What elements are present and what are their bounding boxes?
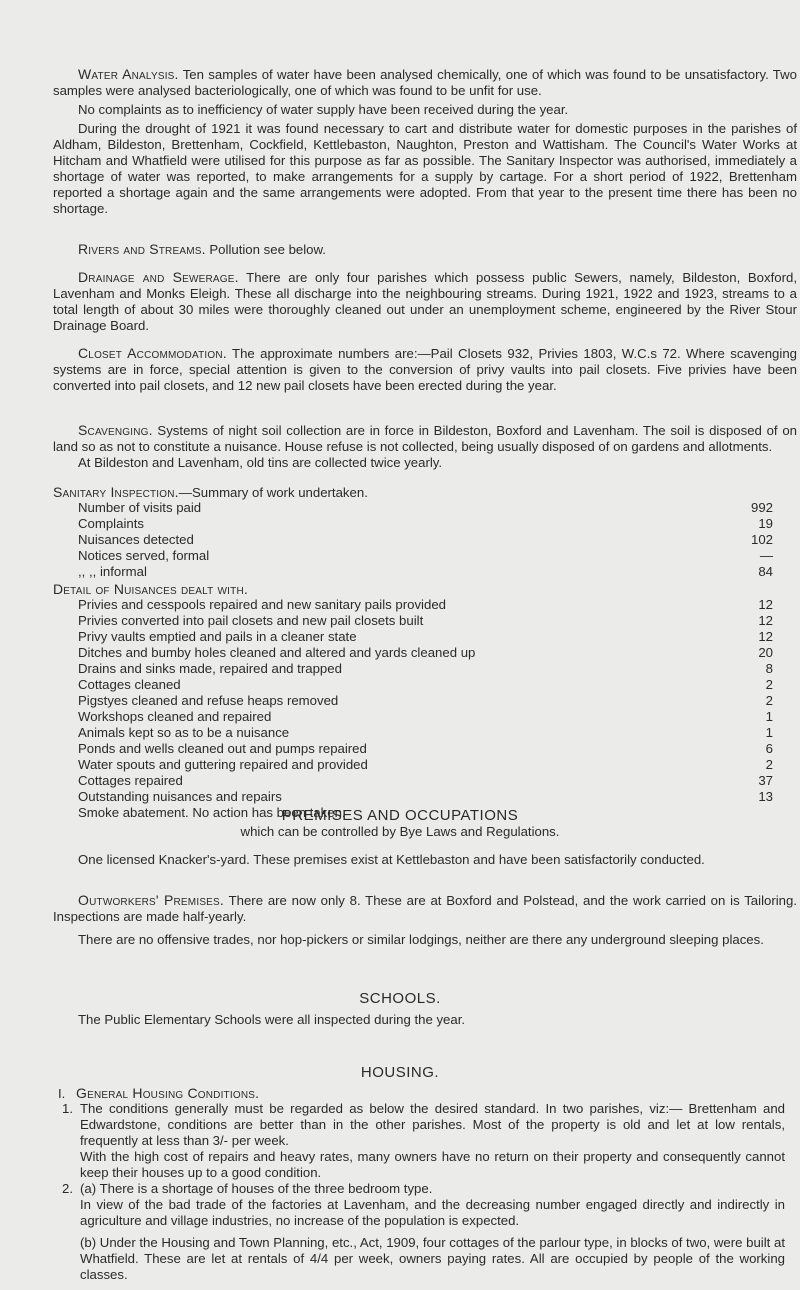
water-drought-paragraph: During the drought of 1921 it was found necessary to cart and distribute water for domestic purposes in the parishes of Aldham, Bildeston, Brettenham, Cockfield, Kettlebaston, Naughton, Preston and Wattisham. The Council's Water Works at Hitcham and Whatfield were utilised for this purpose as far as possible. The Sanitary Inspector was authorised, immediately a shortage of water was reported, to make arrangements for a supply by cartage. For a short period of 1922, Brettenham reported a shortage again and the same arrangements were adopted. From that year to the present time there has been no shortage.: [53, 121, 797, 216]
nuisance-row-label: Ponds and wells cleaned out and pumps repaired: [78, 741, 367, 756]
closet-text: The approximate numbers are:—Pail Closets 932, Privies 1803, W.C.s 72. Where scavenging systems are in force, special attention is given to the conversion of privy vaults into pail closets. Five privies have been converted into pail closets, and 12 new pail closets have been erected during the year.: [53, 346, 797, 393]
schools-title-block: [0, 990, 800, 1007]
housing-title-block: [0, 1064, 800, 1081]
drainage-heading: Drainage and Sewerage.: [78, 269, 239, 285]
housing-item2a-text: There is a shortage of houses of the three bedroom type.: [99, 1181, 433, 1196]
nuisance-row-label: Animals kept so as to be a nuisance: [78, 725, 290, 740]
inspection-row-value: —: [759, 548, 773, 563]
outworkers-heading: Outworkers' Premises.: [78, 892, 225, 908]
housing-item1: [80, 1101, 785, 1181]
nuisance-row-label: Privy vaults emptied and pails in a cleaner state: [78, 629, 357, 644]
nuisance-row-value: 2: [765, 677, 773, 692]
housing-item2a: (a) There is a shortage of houses of the three bedroom type. In view of the bad trade of the factories at Lavenham, and the decreasing number engaged directly and indirectly in agriculture and village industries, no increase of the population is expected.: [80, 1181, 785, 1228]
nuisance-row: [53, 773, 773, 789]
closet-heading: Closet Accommodation.: [78, 345, 227, 361]
nuisance-row: [53, 709, 773, 725]
premises-subtitle: which can be controlled by Bye Laws and Regulations.: [240, 824, 560, 839]
sanitary-inspection-heading: Sanitary Inspection.: [53, 484, 179, 500]
housing-title: HOUSING.: [360, 1064, 440, 1081]
inspection-row-value: 992: [750, 500, 773, 515]
nuisance-row: [53, 693, 773, 709]
inspection-row-label: ,, ,, informal: [78, 564, 147, 579]
inspection-row: [53, 532, 773, 548]
nuisances-table: [53, 581, 773, 821]
smoke-abatement-text: Smoke abatement. No action has been taken.: [78, 805, 346, 820]
sanitary-inspection-table: [53, 484, 773, 580]
nuisance-row-label: Ditches and bumby holes cleaned and altered and yards cleaned up: [78, 645, 476, 660]
housing-item1-repairs: With the high cost of repairs and heavy rates, many owners have no return on their property and consequently cannot keep their houses up to a good condition.: [80, 1149, 785, 1180]
water-analysis-heading: Water Analysis.: [78, 66, 179, 82]
housing-section-heading: I. General Housing Conditions.: [58, 1085, 260, 1101]
nuisance-row-value: 12: [758, 613, 773, 628]
nuisance-row: [53, 677, 773, 693]
scavenging-text: Systems of night soil collection are in force in Bildeston, Boxford and Lavenham. The soil is disposed of on land so as not to constitute a nuisance. House refuse is not collected, being usually disposed of on gardens and allotments.: [53, 423, 797, 454]
knackers-yard-paragraph: One licensed Knacker's-yard. These premises exist at Kettlebaston and have been satisfactorily conducted.: [78, 852, 705, 867]
nuisance-row-value: 1: [765, 709, 773, 724]
nuisance-row-value: 13: [758, 789, 773, 804]
offensive-trades-paragraph: There are no offensive trades, nor hop-pickers or similar lodgings, neither are there any underground sleeping places.: [78, 932, 764, 947]
nuisance-row-label: Pigstyes cleaned and refuse heaps removed: [78, 693, 339, 708]
inspection-row: [53, 564, 773, 580]
rivers-heading: Rivers and Streams.: [78, 241, 206, 257]
nuisance-row: [53, 741, 773, 757]
nuisance-row-value: 2: [765, 693, 773, 708]
inspection-row: [53, 500, 773, 516]
nuisance-row-value: 12: [758, 597, 773, 612]
nuisance-row: [53, 613, 773, 629]
inspection-row-value: 19: [758, 516, 773, 531]
scavenging-tins-text: At Bildeston and Lavenham, old tins are collected twice yearly.: [78, 455, 443, 470]
inspection-row-value: 102: [750, 532, 773, 547]
inspection-row-label: Number of visits paid: [78, 500, 202, 515]
housing-item1-number: 1.: [62, 1101, 73, 1116]
rivers-section: [53, 241, 797, 258]
inspection-row-label: Notices served, formal: [78, 548, 210, 563]
schools-title: SCHOOLS.: [359, 990, 441, 1007]
nuisance-row: [53, 645, 773, 661]
inspection-row-label: Nuisances detected: [78, 532, 194, 547]
inspection-row: [53, 548, 773, 564]
housing-item2-number: 2.: [62, 1181, 73, 1196]
rivers-text: Pollution see below.: [209, 242, 326, 257]
nuisance-row-value: 37: [758, 773, 773, 788]
schools-paragraph: The Public Elementary Schools were all inspected during the year.: [78, 1012, 466, 1027]
water-supply-complaints: No complaints as to inefficiency of water supply have been received during the year.: [78, 102, 569, 117]
nuisance-row-value: 20: [758, 645, 773, 660]
sanitary-inspection-subheading: —Summary of work undertaken.: [178, 485, 368, 500]
nuisance-row-label: Cottages repaired: [78, 773, 183, 788]
nuisance-row: [53, 757, 773, 773]
scavenging-section: [53, 422, 797, 471]
housing-item2b-text: Under the Housing and Town Planning, etc., Act, 1909, four cottages of the parlour type, in blocks of two, were built at Whatfield. These are let at rentals of 4/4 per week, owners paying rates. All are occupied by people of the working classes.: [80, 1235, 785, 1282]
nuisance-row-value: 8: [765, 661, 773, 676]
nuisance-row: [53, 789, 773, 805]
nuisance-row: [53, 629, 773, 645]
housing-item1-text: The conditions generally must be regarded as below the desired standard. In two parishes, viz:— Brettenham and Edwardstone, conditions are better than in the other parishes. Most of the property is old and let at low rentals, frequently at less than 3/- per week.: [80, 1101, 785, 1148]
nuisance-row: [53, 597, 773, 613]
nuisance-row-label: Privies converted into pail closets and new pail closets built: [78, 613, 424, 628]
inspection-row-label: Complaints: [78, 516, 144, 531]
nuisance-row-value: 1: [765, 725, 773, 740]
nuisance-row-label: Privies and cesspools repaired and new sanitary pails provided: [78, 597, 446, 612]
outworkers-text: There are now only 8. These are at Boxford and Polstead, and the work carried on is Tailoring. Inspections are made half-yearly.: [53, 893, 797, 924]
premises-title: PREMISES AND OCCUPATIONS: [281, 807, 519, 824]
premises-title-block: [0, 807, 800, 840]
inspection-row-value: 84: [758, 564, 773, 579]
nuisance-row-label: Outstanding nuisances and repairs: [78, 789, 282, 804]
nuisance-row-label: Water spouts and guttering repaired and provided: [78, 757, 368, 772]
nuisance-row-label: Workshops cleaned and repaired: [78, 709, 272, 724]
outworkers-section: [53, 892, 797, 925]
inspection-row: [53, 516, 773, 532]
scavenging-heading: Scavenging.: [78, 422, 153, 438]
nuisance-row: [53, 661, 773, 677]
nuisance-row-value: 2: [765, 757, 773, 772]
drainage-text: There are only four parishes which possess public Sewers, namely, Bildeston, Boxford, Lavenham and Monks Eleigh. These all discharge into the neighbouring streams. During 1921, 1922 and 1923, streams to a total length of about 30 miles were thoroughly cleaned out under an unemployment scheme, engineered by the River Stour Drainage Board.: [53, 270, 797, 333]
drainage-section: [53, 269, 797, 334]
nuisance-row-value: 6: [765, 741, 773, 756]
nuisances-heading: Detail of Nuisances dealt with.: [53, 581, 248, 597]
water-analysis-section: [53, 66, 797, 217]
nuisance-row-label: Cottages cleaned: [78, 677, 181, 692]
nuisance-row-label: Drains and sinks made, repaired and trapped: [78, 661, 342, 676]
water-analysis-text: Ten samples of water have been analysed chemically, one of which was found to be unsatisfactory. Two samples were analysed bacteriologically, one of which was found to be unfit for use.: [53, 67, 797, 98]
closet-section: [53, 345, 797, 394]
nuisance-row: [53, 725, 773, 741]
housing-item2a-population: In view of the bad trade of the factories at Lavenham, and the decreasing number engaged directly and indirectly in agriculture and village industries, no increase of the population is expected.: [80, 1197, 785, 1228]
housing-item2b: (b) Under the Housing and Town Planning, etc., Act, 1909, four cottages of the parlour type, in blocks of two, were built at Whatfield. These are let at rentals of 4/4 per week, owners paying rates. All are occupied by people of the working classes.: [80, 1235, 785, 1282]
nuisance-row-value: 12: [758, 629, 773, 644]
